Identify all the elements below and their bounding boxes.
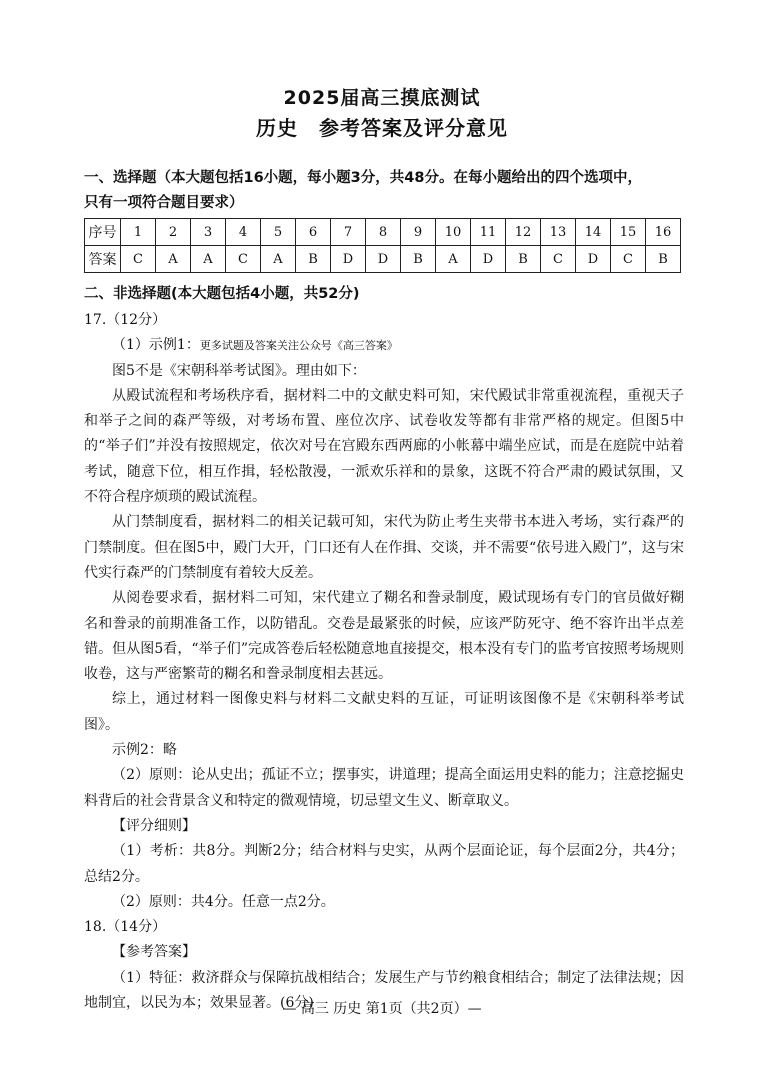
q17-example2: 示例2：略 xyxy=(112,742,177,759)
section1-heading-line2: 只有一项符合题目要求） xyxy=(84,195,244,211)
question-number: 6 xyxy=(296,219,331,246)
q17-example1 xyxy=(84,333,684,358)
question-number: 2 xyxy=(156,219,191,246)
q17-part2: （2）原则：论从史出；孤证不立；摆事实，讲道理；提高全面运用史料的能力；注意挖掘史料背后的社会背景含义和特定的微观情境，切忌望文生义、断章取义。 xyxy=(84,767,684,809)
question-number: 11 xyxy=(471,219,506,246)
answer-cell: D xyxy=(331,246,366,273)
q18-part1: （1）特征：救济群众与保障抗战相结合；发展生产与节约粮食相结合；制定了法律法规；因地制宜，以民为本；效果显著。(6分) xyxy=(84,969,684,1012)
q17-para-grading: 从阅卷要求看，据材料二可知，宋代建立了糊名和誊录制度，殿试现场有专门的官员做好糊名和誊录的前期准备工作，以防错乱。交卷是最紧张的时候，应该严防死守、绝不容许出半点差错。但从图5看，“举子们”完成答卷后轻松随意地直接提交，根本没有专门的监考官按照考场规则收卷，这与严密繁苛的糊名和誊录制度相去甚远。 xyxy=(84,590,684,683)
section1-heading-line1: 一、选择题（本大题包括16小题，每小题3分，共48分。在每小题给出的四个选项中， xyxy=(84,170,642,186)
q17-example1-label: （1）示例1： xyxy=(112,337,200,354)
q17-rubric-2: （2）原则：共4分。任意一点2分。 xyxy=(112,893,335,910)
question-number: 12 xyxy=(506,219,541,246)
answer-cell: B xyxy=(296,246,331,273)
number-row-label: 序号 xyxy=(85,219,121,246)
question-number: 3 xyxy=(191,219,226,246)
answer-cell: A xyxy=(261,246,296,273)
answer-cell: B xyxy=(646,246,681,273)
q17-para-gate-system: 从门禁制度看，据材料二的相关记载可知，宋代为防止考生夹带书本进入考场，实行森严的门禁制度。但在图5中，殿门大开，门口还有人在作揖、交谈，并不需要“依号进入殿门”，这与宋代实行森严的门禁制度有着较大反差。 xyxy=(84,514,684,581)
page-title: 2025届高三摸底测试 xyxy=(283,87,481,109)
answer-cell: A xyxy=(191,246,226,273)
q17-rubric-title: 【评分细则】 xyxy=(112,817,196,834)
q17-conclusion: 图5不是《宋朝科举考试图》。理由如下： xyxy=(112,362,366,379)
answer-cell: A xyxy=(436,246,471,273)
question-number: 7 xyxy=(331,219,366,246)
answer-cell: C xyxy=(541,246,576,273)
q17-example1-note: 更多试题及答案关注公众号《高三答案》 xyxy=(199,339,398,353)
answer-cell: D xyxy=(576,246,611,273)
answer-row-label: 答案 xyxy=(85,246,121,273)
answer-cell: C xyxy=(226,246,261,273)
question-number: 15 xyxy=(611,219,646,246)
question-number: 1 xyxy=(121,219,156,246)
answer-cell: D xyxy=(366,246,401,273)
q17-para-exam-process: 从殿试流程和考场秩序看，据材料二中的文献史料可知，宋代殿试非常重视流程，重视天子和举子之间的森严等级，对考场布置、座位次序、试卷收发等都有非常严格的规定。但图5中的“举子们”并没有按照规定，依次对号在宫殿东西两廊的小帐幕中端坐应试，而是在庭院中站着考试，随意下位，相互作揖，轻松散漫，一派欢乐祥和的景象，这既不符合严肃的殿试氛围，又不符合程序烦琐的殿试流程。 xyxy=(84,387,684,506)
section2-heading: 二、非选择题(本大题包括4小题，共52分) xyxy=(84,286,360,302)
answer-cell: C xyxy=(611,246,646,273)
answer-cell: B xyxy=(401,246,436,273)
page-footer: — 高三 历史 第1页（共2页）— xyxy=(282,1001,482,1017)
q17-title: 17.（12分） xyxy=(84,312,167,328)
answer-table-answer-row xyxy=(85,246,681,273)
answer-cell: D xyxy=(471,246,506,273)
q17-para-summary: 综上，通过材料一图像史料与材料二文献史料的互证，可证明该图像不是《宋朝科举考试图》。 xyxy=(84,691,684,733)
q18-title: 18.（14分） xyxy=(84,919,167,936)
answer-table xyxy=(84,218,681,273)
answer-table-number-row xyxy=(85,219,681,246)
q17-rubric-1: （1）考析：共8分。判断2分；结合材料与史实，从两个层面论证，每个层面2分，共4分；总结2分。 xyxy=(84,843,684,885)
answer-cell: B xyxy=(506,246,541,273)
answer-body xyxy=(84,308,684,1016)
question-number: 8 xyxy=(366,219,401,246)
question-number: 13 xyxy=(541,219,576,246)
page-subtitle: 历史 参考答案及评分意见 xyxy=(256,116,508,140)
section1-heading xyxy=(84,166,684,216)
answer-cell: A xyxy=(156,246,191,273)
question-number: 4 xyxy=(226,219,261,246)
q18-ref-title: 【参考答案】 xyxy=(112,944,196,961)
question-number: 9 xyxy=(401,219,436,246)
question-number: 16 xyxy=(646,219,681,246)
question-number: 14 xyxy=(576,219,611,246)
question-number: 10 xyxy=(436,219,471,246)
question-number: 5 xyxy=(261,219,296,246)
answer-cell: C xyxy=(121,246,156,273)
